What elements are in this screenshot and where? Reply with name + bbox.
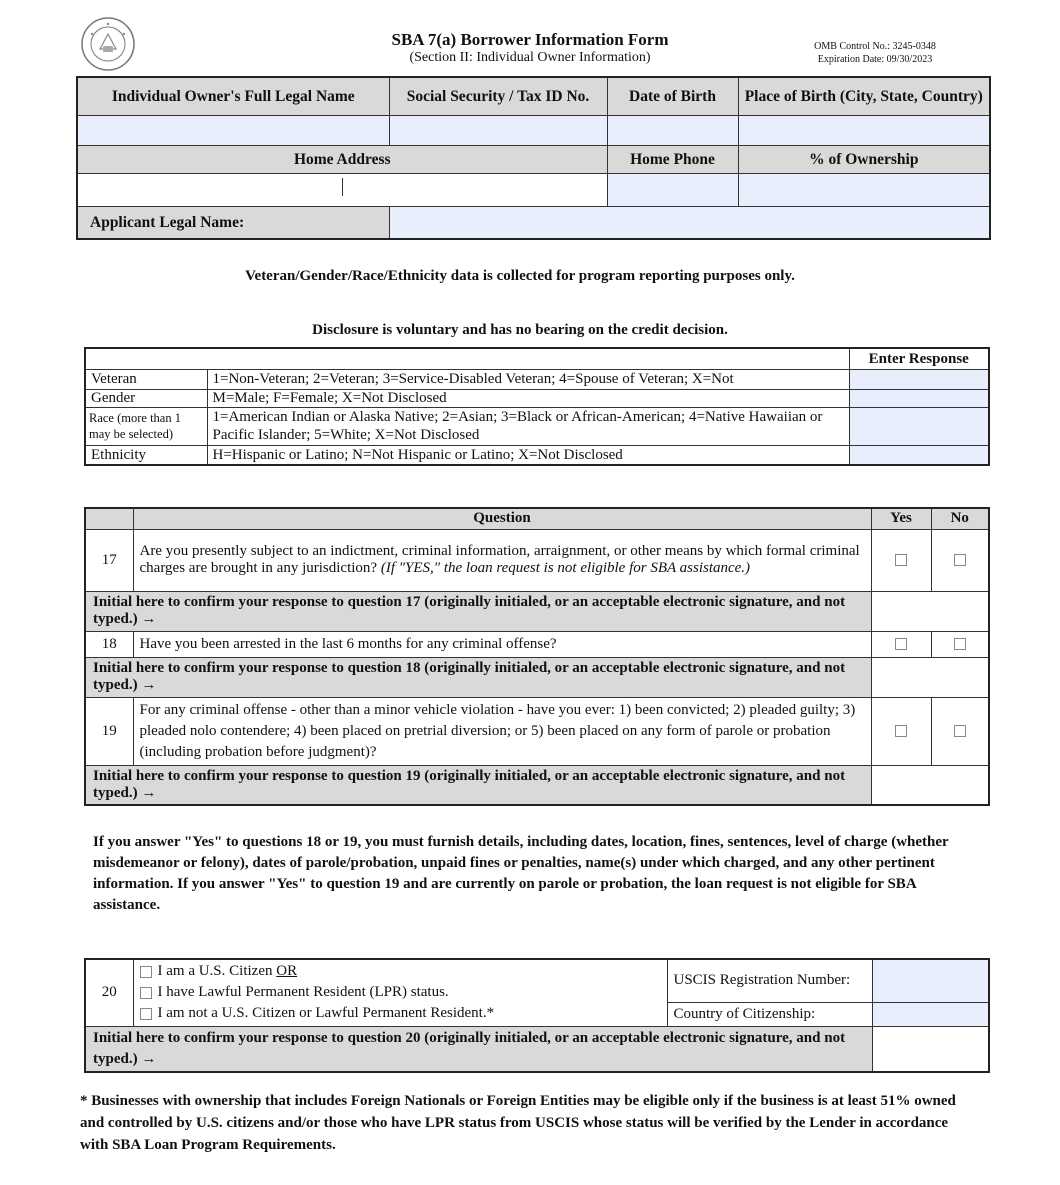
q18-no-checkbox[interactable] [954,638,966,650]
citizen-checkbox[interactable] [140,966,152,978]
q17-no-cell [931,529,989,591]
demographics-table [84,347,990,466]
form-title: SBA 7(a) Borrower Information Form [391,30,669,49]
race-response-field[interactable] [849,407,989,445]
citizen-or: OR [276,963,298,980]
home-phone-field[interactable] [607,173,738,206]
home-address-field[interactable] [77,173,607,206]
veteran-label: Veteran [85,369,207,389]
q17-no-checkbox[interactable] [954,554,966,566]
citizenship-options [133,959,667,1026]
q20-initial-field[interactable] [872,1026,989,1072]
dob-field[interactable] [607,115,738,145]
voluntary-note: Disclosure is voluntary and has no bearing on the credit decision. [312,322,728,338]
no-header: No [931,508,989,529]
ssn-field[interactable] [389,115,607,145]
race-options: 1=American Indian or Alaska Native; 2=Asian; 3=Black or African-American; 4=Native Hawaiian or Pacific Islander; 5=White; X=Not Disclosed [207,407,849,445]
lpr-option [140,982,667,1003]
uscis-label: USCIS Registration Number: [667,959,872,1002]
q19-yes-cell [871,697,931,765]
veteran-response-field[interactable] [849,369,989,389]
omb-info [790,40,960,66]
dob-header: Date of Birth [607,77,738,115]
details-paragraph: If you answer "Yes" to questions 18 or 19, you must furnish details, including dates, location, fines, sentences, level of charge (whether misdemeanor or felony), dates of parole/probation, unpaid fines or penalties, name(s) under which charged, and any other pertinent information. If you answer "Yes" to question 19 and are currently on parole or probation, the loan request is not eligible for SBA assistance. [93,834,949,913]
country-field[interactable] [872,1002,989,1026]
reporting-note: Veteran/Gender/Race/Ethnicity data is collected for program reporting purposes only. [245,268,795,284]
non-citizen-option-label: I am not a U.S. Citizen or Lawful Permanent Resident.* [157,1005,495,1022]
lpr-checkbox[interactable] [140,987,152,999]
pob-header: Place of Birth (City, State, Country) [738,77,990,115]
owner-info-table [76,76,991,240]
question-header: Question [133,508,871,529]
ssn-header: Social Security / Tax ID No. [389,77,607,115]
gender-response-field[interactable] [849,389,989,407]
full-name-header: Individual Owner's Full Legal Name [77,77,389,115]
q17-initial-label: Initial here to confirm your response to question 17 (originally initialed, or an acceptable electronic signature, and not typed.) → [85,591,871,631]
citizen-option-label: I am a U.S. Citizen [157,963,273,980]
veteran-options: 1=Non-Veteran; 2=Veteran; 3=Service-Disabled Veteran; 4=Spouse of Veteran; X=Not [207,369,849,389]
ownership-field[interactable] [738,173,990,206]
q17-yes-checkbox[interactable] [895,554,907,566]
q18-initial-field[interactable] [871,657,989,697]
form-subtitle: (Section II: Individual Owner Information) [409,50,651,65]
q17-question: Are you presently subject to an indictment, criminal information, arraignment, or other means by which formal criminal charges are brought in any jurisdiction? [139,543,860,576]
home-address-header: Home Address [77,145,607,173]
q19-initial-label: Initial here to confirm your response to question 19 (originally initialed, or an acceptable electronic signature, and not typed.) → [85,765,871,805]
ethnicity-response-field[interactable] [849,445,989,465]
demographics-header-blank [85,348,849,369]
citizen-option [140,961,667,982]
q18-no-cell [931,631,989,657]
full-name-field[interactable] [77,115,389,145]
ethnicity-options: H=Hispanic or Latino; N=Not Hispanic or Latino; X=Not Disclosed [207,445,849,465]
gender-options: M=Male; F=Female; X=Not Disclosed [207,389,849,407]
questions-table [84,507,990,806]
home-phone-header: Home Phone [607,145,738,173]
footnote: * Businesses with ownership that includes Foreign Nationals or Foreign Entities may be eligible only if the business is at least 51% owned and controlled by U.S. citizens and/or those who have LPR status from USCIS whose status will be verified by the Lender in accordance with SBA Loan Program Requirements. [80,1093,956,1153]
q17-text [133,529,871,591]
q17-number: 17 [85,529,133,591]
citizenship-table [84,958,990,1073]
omb-control-number: OMB Control No.: 3245-0348 [814,41,936,52]
country-label: Country of Citizenship: [667,1002,872,1026]
lpr-option-label: I have Lawful Permanent Resident (LPR) status. [157,984,449,1001]
q20-initial-label: Initial here to confirm your response to question 20 (originally initialed, or an acceptable electronic signature, and not typed.) → [85,1026,872,1072]
q19-no-checkbox[interactable] [954,725,966,737]
q18-yes-cell [871,631,931,657]
q19-no-cell [931,697,989,765]
ethnicity-label: Ethnicity [85,445,207,465]
q18-number: 18 [85,631,133,657]
race-label: Race (more than 1 may be selected) [85,407,207,445]
yes-header: Yes [871,508,931,529]
q17-note: (If "YES," the loan request is not eligible for SBA assistance.) [380,560,751,576]
gender-label: Gender [85,389,207,407]
non-citizen-option [140,1003,667,1024]
expiration-date: Expiration Date: 09/30/2023 [817,54,933,65]
pob-field[interactable] [738,115,990,145]
q19-yes-checkbox[interactable] [895,725,907,737]
applicant-name-label: Applicant Legal Name: [77,206,389,239]
non-citizen-checkbox[interactable] [140,1008,152,1020]
q17-yes-cell [871,529,931,591]
text-cursor [342,178,343,196]
q19-number: 19 [85,697,133,765]
q17-initial-field[interactable] [871,591,989,631]
q19-text: For any criminal offense - other than a minor vehicle violation - have you ever: 1) been convicted; 2) pleaded guilty; 3) pleaded nolo contendere; 4) been placed on pretrial diversion; or 5) been placed on any form of parole or probation (including probation before judgment)? [133,697,871,765]
q18-yes-checkbox[interactable] [895,638,907,650]
q19-initial-field[interactable] [871,765,989,805]
enter-response-header: Enter Response [849,348,989,369]
q20-number: 20 [85,959,133,1026]
question-num-header [85,508,133,529]
uscis-field[interactable] [872,959,989,1002]
applicant-name-field[interactable] [389,206,990,239]
q18-initial-label: Initial here to confirm your response to question 18 (originally initialed, or an acceptable electronic signature, and not typed.) → [85,657,871,697]
ownership-header: % of Ownership [738,145,990,173]
q18-text: Have you been arrested in the last 6 months for any criminal offense? [133,631,871,657]
